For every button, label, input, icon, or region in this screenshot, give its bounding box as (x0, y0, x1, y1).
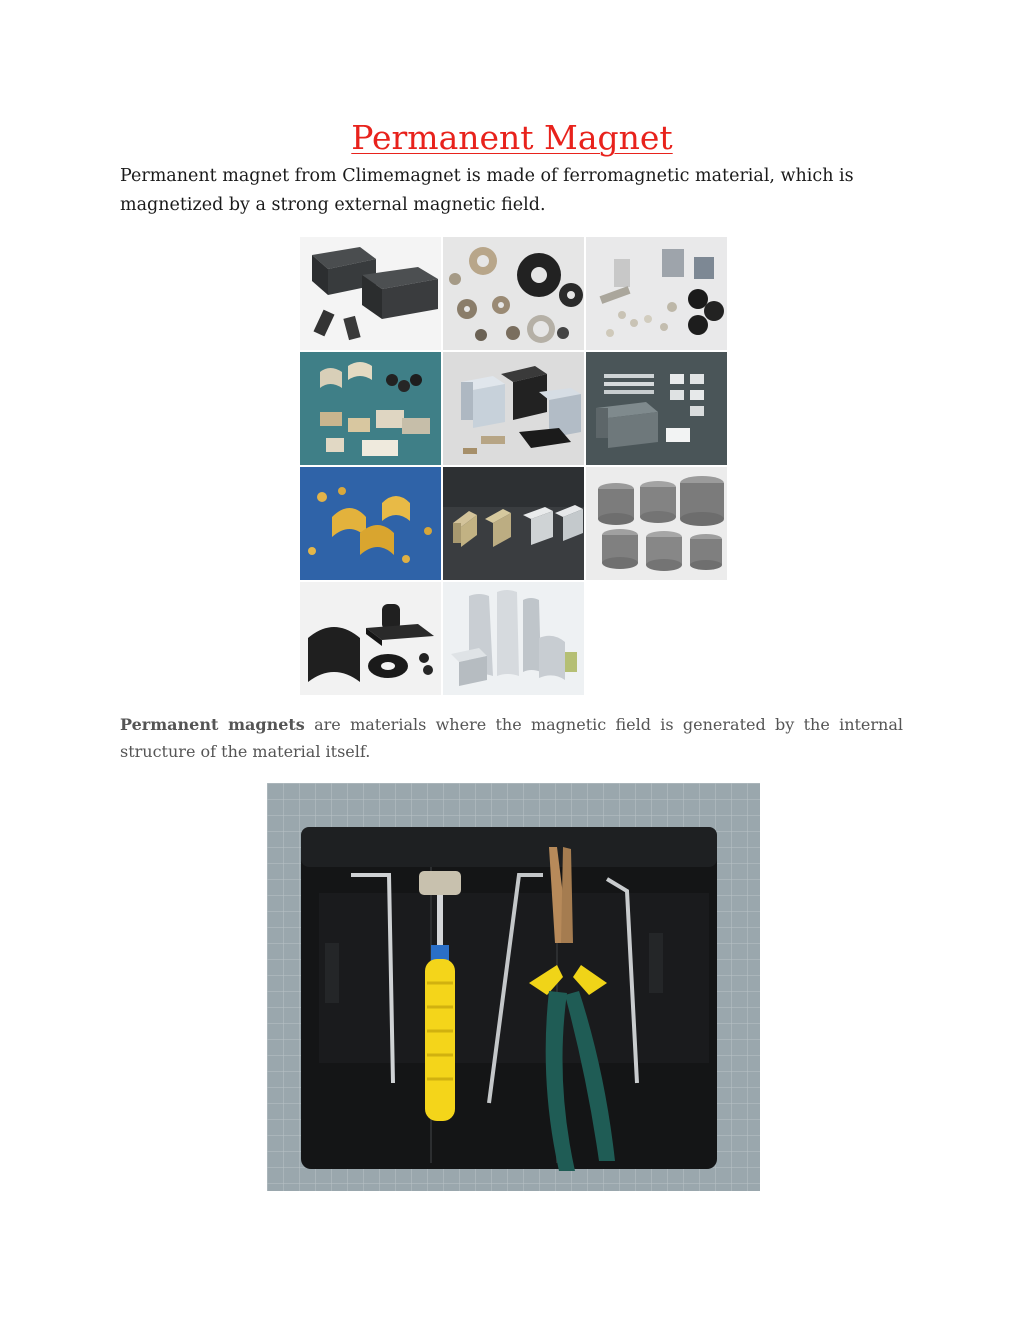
magnet-product-grid (300, 237, 727, 693)
definition-term: Permanent magnets (120, 715, 305, 734)
cylinder-magnets-image (586, 467, 727, 580)
gold-coated-arc-magnets-image (300, 467, 441, 580)
page-title: Permanent Magnet (351, 118, 673, 157)
arc-segment-magnets-image (300, 352, 441, 465)
ferrite-arc-and-ring-magnets-image (300, 582, 441, 695)
intro-paragraph: Permanent magnet from Climemagnet is made of ferromagnetic material, which is magnetized by a strong external magnetic field. (120, 166, 854, 215)
rectangular-magnets-image (443, 467, 584, 580)
definition-text: are materials where the magnetic field is generated by the internal structure of the material itself. (120, 715, 904, 761)
magnetic-tool-kit-image (267, 783, 760, 1191)
curved-segment-magnets-image (443, 582, 584, 695)
ring-magnets-image (443, 237, 584, 350)
thin-bar-magnets-image (586, 352, 727, 465)
definition-paragraph (120, 711, 903, 765)
neodymium-assorted-magnets-image (586, 237, 727, 350)
ferrite-block-magnets-image (300, 237, 441, 350)
block-magnets-image (443, 352, 584, 465)
